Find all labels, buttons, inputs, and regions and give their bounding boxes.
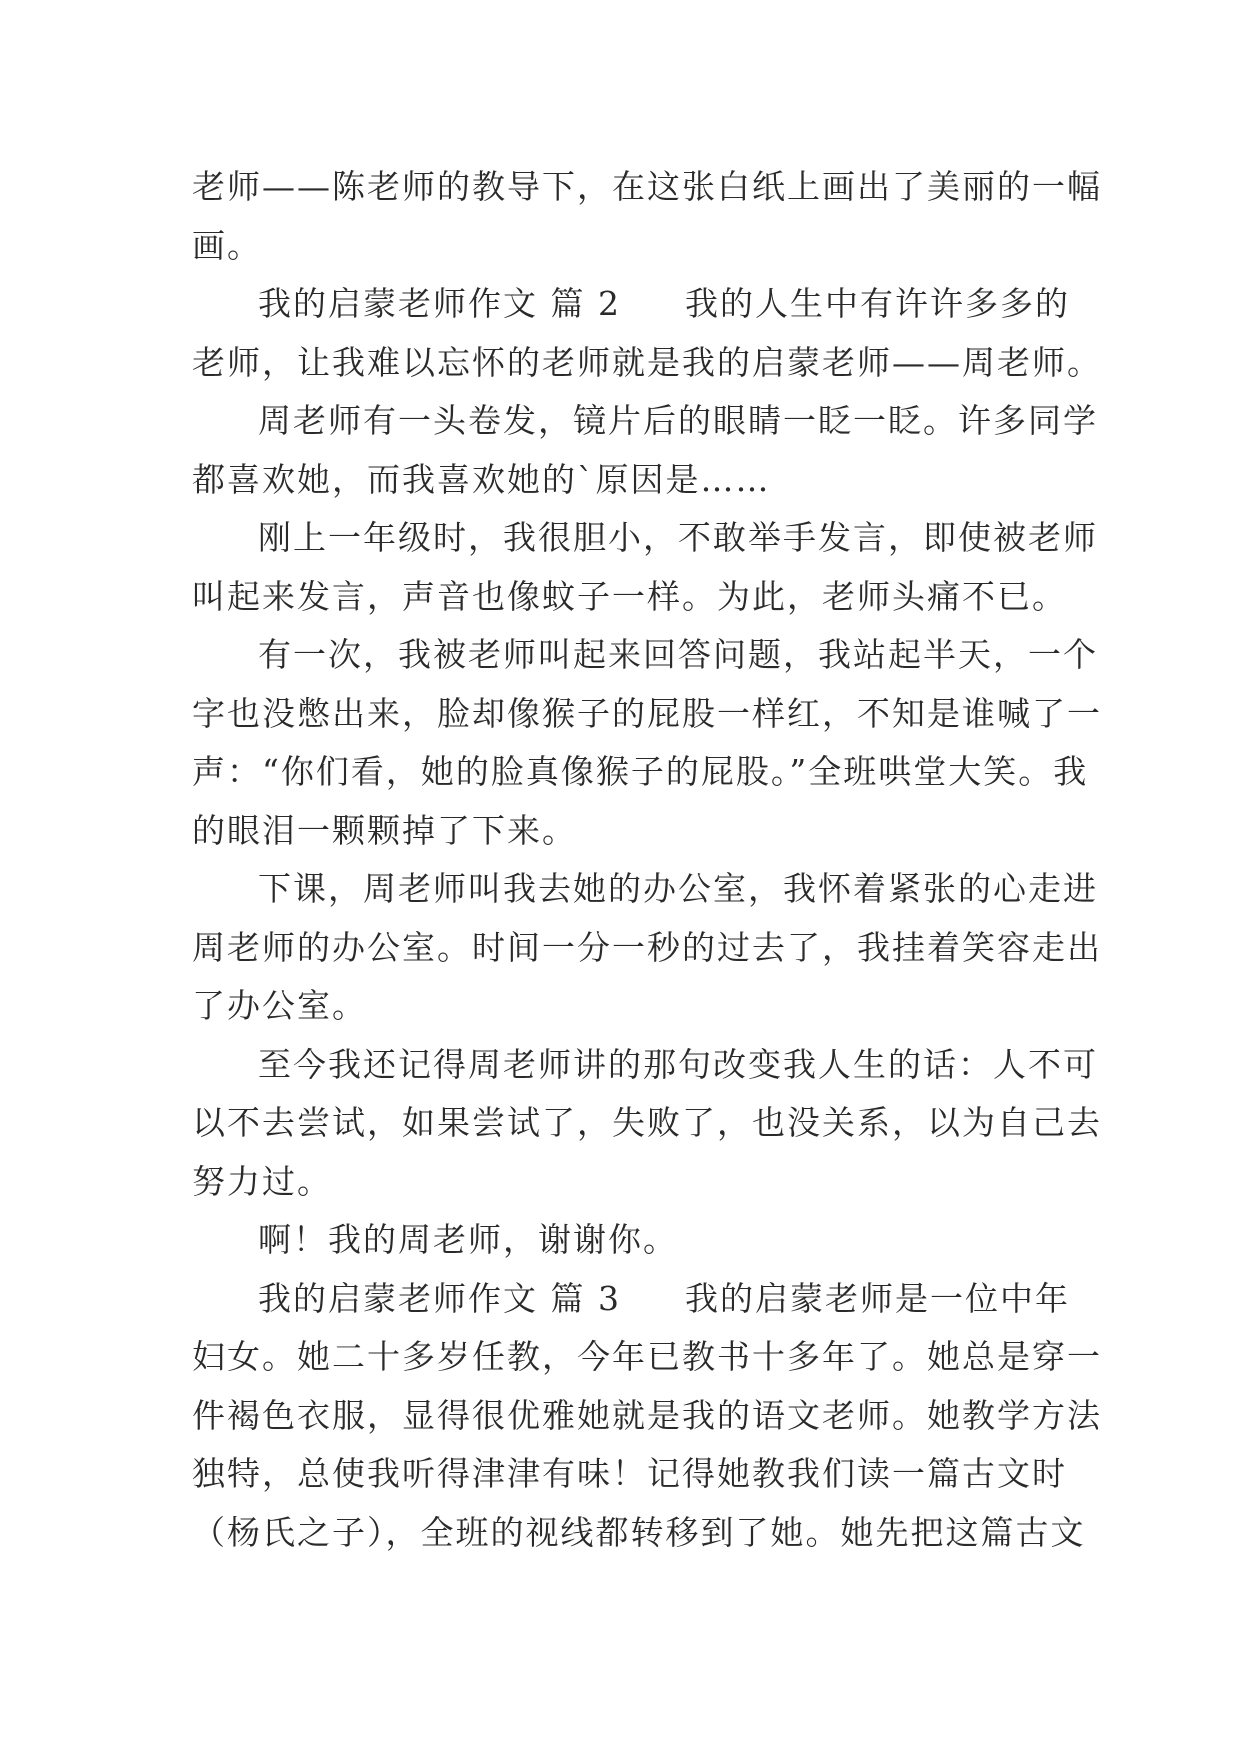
text-line: 啊！我的周老师，谢谢你。 <box>258 1220 678 1259</box>
text-line: 下课，周老师叫我去她的办公室，我怀着紧张的心走进 <box>258 869 1098 908</box>
text-line: （杨氏之子），全班的视线都转移到了她。她先把这篇古文 <box>192 1512 1086 1552</box>
text-line: 独特，总使我听得津津有味！记得她教我们读一篇古文时 <box>192 1454 1067 1493</box>
text-line: 都喜欢她，而我喜欢她的`原因是…… <box>192 459 771 499</box>
text-line: 老师——陈老师的教导下，在这张白纸上画出了美丽的一幅 <box>192 167 1102 206</box>
text-line: 字也没憋出来，脸却像猴子的屁股一样红，不知是谁喊了一 <box>192 693 1102 733</box>
text-line: 周老师的办公室。时间一分一秒的过去了，我挂着笑容走出 <box>192 927 1102 967</box>
text-line: 声：“你们看，她的脸真像猴子的屁股。”全班哄堂大笑。我 <box>192 752 1089 791</box>
text-line: 件褐色衣服，显得很优雅她就是我的语文老师。她教学方法 <box>192 1395 1102 1435</box>
text-line: 我的启蒙老师是一位中年 <box>684 1278 1070 1318</box>
section-heading-line <box>192 1270 1072 1329</box>
section-heading-line <box>192 275 1072 334</box>
text-line: 努力过。 <box>192 1161 332 1201</box>
text-line: 我的人生中有许许多多的 <box>684 284 1070 323</box>
text-line: 妇女。她二十多岁任教，今年已教书十多年了。她总是穿一 <box>192 1337 1102 1376</box>
text-line: 的眼泪一颗颗掉了下来。 <box>192 810 577 850</box>
text-line: 叫起来发言，声音也像蚊子一样。为此，老师头痛不已。 <box>192 576 1067 616</box>
text-line: 老师，让我难以忘怀的老师就是我的启蒙老师——周老师。 <box>192 342 1102 382</box>
text-line: 至今我还记得周老师讲的那句改变我人生的话：人不可 <box>258 1044 1098 1084</box>
text-line: 刚上一年级时，我很胆小，不敢举手发言，即使被老师 <box>258 518 1098 557</box>
section-title: 我的启蒙老师作文 篇 2 <box>258 284 621 323</box>
text-line: 周老师有一头卷发，镜片后的眼睛一眨一眨。许多同学 <box>258 401 1098 440</box>
text-line: 以不去尝试，如果尝试了，失败了，也没关系，以为自己去 <box>192 1103 1102 1142</box>
section-title: 我的启蒙老师作文 篇 3 <box>258 1278 621 1318</box>
text-line: 画。 <box>192 225 262 265</box>
text-line: 了办公室。 <box>192 986 367 1025</box>
essay-body <box>192 158 1102 1562</box>
text-line: 有一次，我被老师叫起来回答问题，我站起半天，一个 <box>258 635 1098 674</box>
